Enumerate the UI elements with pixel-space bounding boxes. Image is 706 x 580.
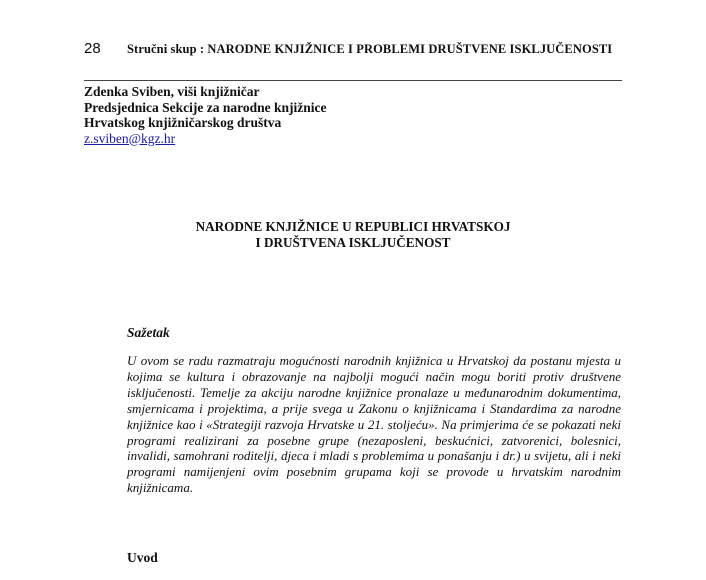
header-rule (84, 80, 622, 81)
abstract-heading: Sažetak (127, 325, 170, 340)
intro-heading: Uvod (127, 550, 158, 565)
title-line-2: I DRUŠTVENA ISKLJUČENOST (255, 234, 451, 250)
abstract-line: smjernicama i projektima, a prije svega u Zakonu o knjižnicama i Standardima za narodne (127, 400, 621, 416)
abstract-line: knjižnice kao i «Strategiji razvoja Hrvatske u 21. stoljeću». Na primjerima će se pokazati neki (127, 416, 621, 432)
running-title: Stručni skup : NARODNE KNJIŽNICE I PROBLEMI DRUŠTVENE ISKLJUČENOSTI (127, 42, 613, 56)
author-email-link[interactable]: z.sviben@kgz.hr (84, 130, 176, 146)
abstract-line: U ovom se radu razmatraju mogućnosti narodnih knjižnica u Hrvatskoj da postanu mjesta u (127, 353, 621, 368)
author-organization: Hrvatskog knjižničarskog društva (84, 115, 282, 130)
author-name: Zdenka Sviben, viši knjižničar (84, 84, 260, 99)
paper-title (84, 219, 622, 250)
abstract-line: programi realizirani za posebne grupe (nezaposleni, beskućnici, zatvorenici, bolesnici, (127, 432, 621, 448)
abstract-line: invalidi, samohrani roditelji, djeca i mladi s problemima u ponašanju i dr.) u svijetu, ali i neki (127, 448, 621, 464)
abstract-body (127, 353, 621, 496)
abstract-line: programi namijenjeni ovim posebnim grupama koji se provode u hrvatskim narodnim (127, 464, 621, 480)
abstract-line: knjižnicama. (127, 480, 194, 496)
page-number: 28 (84, 40, 101, 57)
title-line-1: NARODNE KNJIŽNICE U REPUBLICI HRVATSKOJ (195, 219, 511, 234)
author-block (84, 84, 327, 146)
abstract-line: kojima se kultura i obrazovanje na najbolji mogući način mogu boriti protiv društvene (127, 368, 621, 384)
abstract-line: isključenosti. Temelje za akciju narodne knjižnice pronalaze u međunarodnim dokumentima, (127, 384, 621, 400)
author-role: Predsjednica Sekcije za narodne knjižnice (84, 99, 327, 115)
